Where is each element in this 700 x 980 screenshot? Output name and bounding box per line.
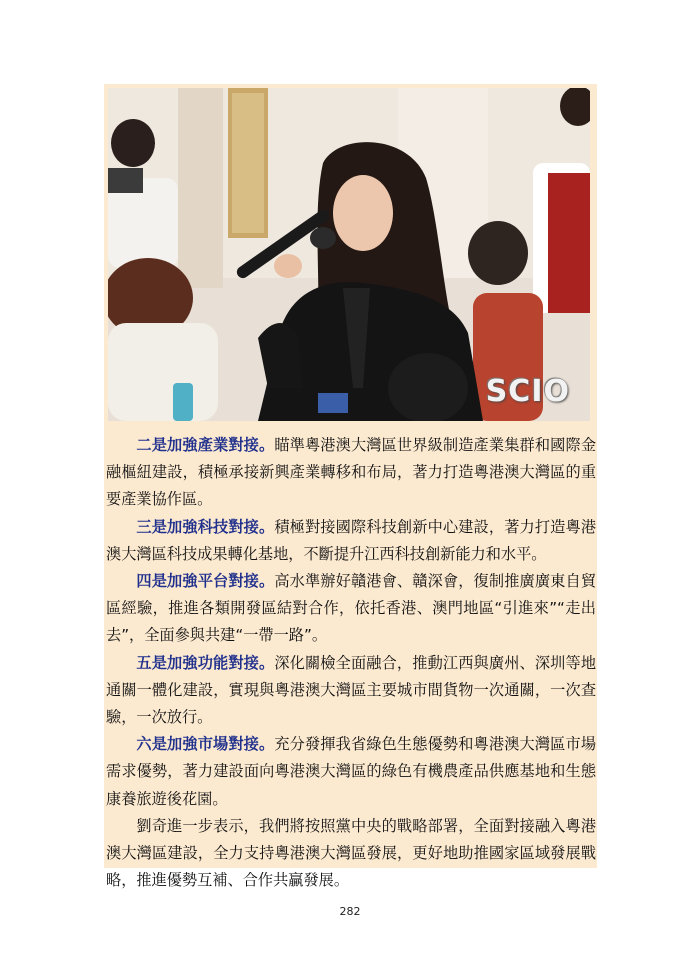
paragraph-lead: 六是加強市場對接。 bbox=[136, 735, 275, 754]
page-number: 282 bbox=[339, 905, 361, 918]
photo-illustration bbox=[108, 88, 590, 421]
paragraph-industry bbox=[106, 432, 596, 514]
article-body bbox=[106, 432, 596, 894]
press-conference-photo bbox=[108, 88, 590, 421]
paragraph-body: 瞄準粵港澳大灣區世界級制造產業集群和國際金融樞紐建設，積極承接新興產業轉移和布局，著力打造粵港澳大灣區的重要產業協作區。 bbox=[106, 436, 597, 509]
paragraph-function bbox=[106, 650, 596, 732]
paragraph-lead: 二是加強產業對接。 bbox=[136, 436, 275, 454]
paragraph-market bbox=[106, 731, 596, 813]
paragraph-lead: 五是加強功能對接。 bbox=[136, 653, 275, 672]
paragraph-technology bbox=[106, 514, 596, 568]
paragraph-body: 深化關檢全面融合，推動江西與廣州、深圳等地通關一體化建設，實現與粵港澳大灣區主要城市間貨物一次通關，一次查驗，一次放行。 bbox=[106, 653, 597, 727]
paragraph-body: 劉奇進一步表示，我們將按照黨中央的戰略部署，全面對接融入粵港澳大灣區建設，全力支持粵港澳大灣區發展，更好地助推國家區域發展戰略，推進優勢互補、合作共贏發展。 bbox=[106, 816, 596, 890]
scio-watermark: SCIO bbox=[485, 374, 570, 409]
paragraph-body: 充分發揮我省綠色生態優勢和粵港澳大灣區市場需求優勢，著力建設面向粵港澳大灣區的綠色有機農產品供應基地和生態康養旅遊後花園。 bbox=[106, 735, 597, 808]
paragraph-platform bbox=[106, 568, 596, 650]
paragraph-lead: 三是加強科技對接。 bbox=[136, 517, 275, 536]
paragraph-body: 高水準辦好贛港會、贛深會，復制推廣廣東自貿區經驗，推進各類開發區結對合作，依托香港、澳門地區“引進來”“走出去”，全面參與共建“一帶一路”。 bbox=[106, 572, 597, 645]
paragraph-lead: 四是加強平台對接。 bbox=[136, 572, 275, 591]
paragraph-body: 積極對接國際科技創新中心建設，著力打造粵港澳大灣區科技成果轉化基地，不斷提升江西科技創新能力和水平。 bbox=[106, 517, 597, 563]
paragraph-conclusion bbox=[106, 813, 596, 895]
